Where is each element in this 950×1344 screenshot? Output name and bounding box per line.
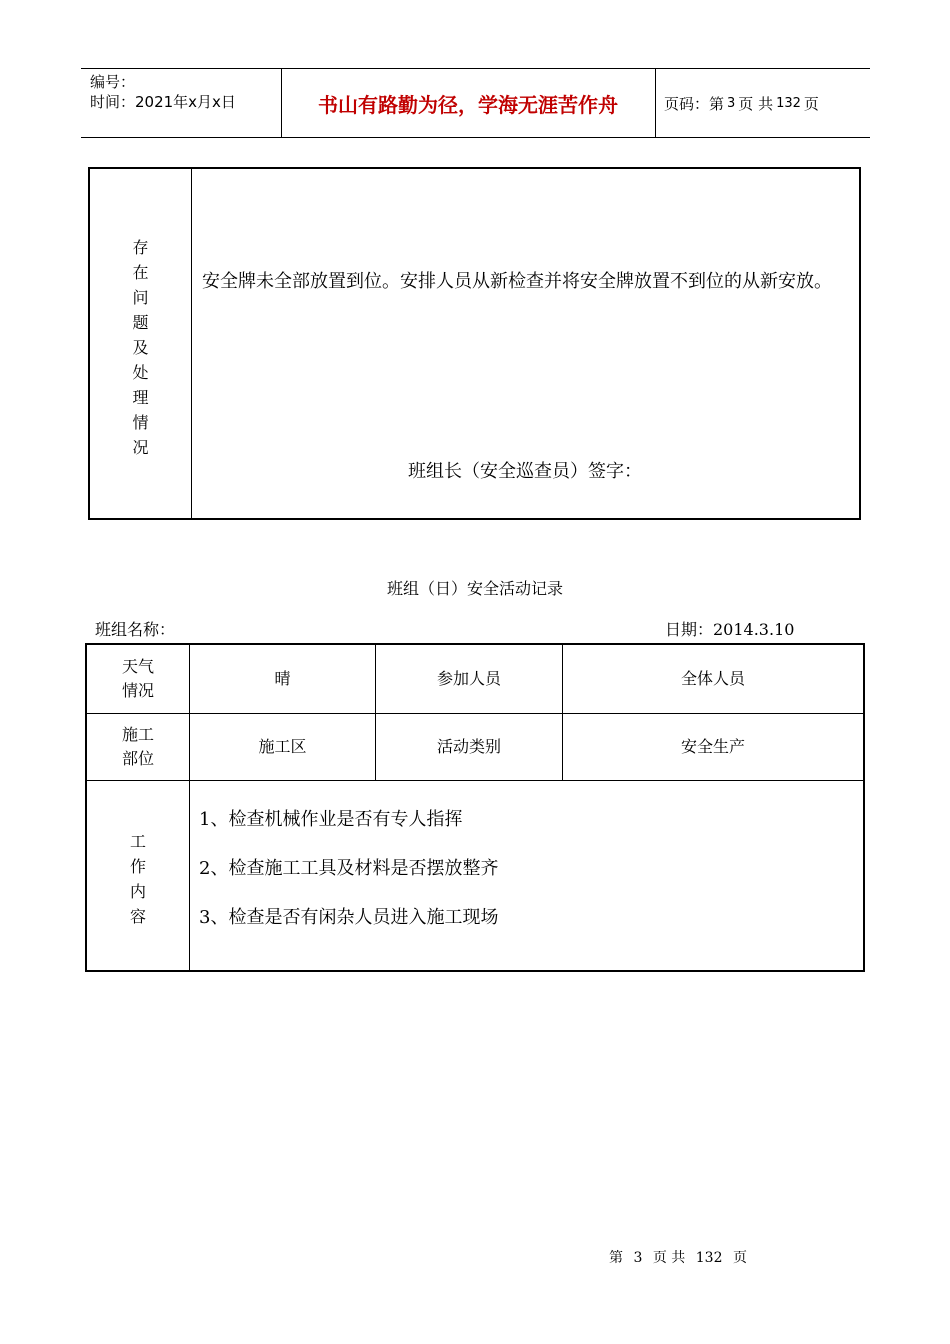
participants-label: 参加人员: [436, 669, 501, 688]
issue-label: [90, 235, 191, 460]
signature-line: 班组长（安全巡查员）签字：: [408, 461, 642, 482]
issue-label-char: 理: [132, 388, 149, 407]
issue-label-char: 情: [132, 413, 149, 432]
work-item: 1、检查机械作业是否有专人指挥: [199, 809, 463, 830]
issue-label-char: 问: [132, 288, 149, 307]
activity-type-label: 活动类别: [436, 737, 501, 756]
header-meta: [90, 72, 236, 112]
record-title: 班组（日）安全活动记录: [386, 579, 563, 598]
footer-prefix: 第: [609, 1250, 624, 1266]
work-label-char: 内: [129, 882, 146, 901]
issue-text: 安全牌未全部放置到位。安排人员从新检查并将安全牌放置不到位的从新安放。: [202, 271, 832, 292]
header-motto: 书山有路勤为径，学海无涯苦作舟: [318, 92, 618, 117]
team-name-label: 班组名称：: [95, 620, 176, 639]
record-table: [85, 643, 865, 972]
weather-value: 晴: [274, 669, 291, 688]
issue-label-char: 题: [132, 313, 149, 332]
time-label: 时间：2021年x月x日: [90, 93, 236, 111]
row-divider: [87, 780, 863, 781]
work-content-label: [87, 829, 189, 929]
footer-mid: 页 共: [652, 1250, 686, 1266]
work-label-char: 容: [129, 907, 146, 926]
footer-suffix: 页: [732, 1250, 747, 1266]
date-label: 日期：2014.3.10: [665, 620, 795, 639]
work-item: 2、检查施工工具及材料是否摆放整齐: [199, 858, 499, 879]
location-value: 施工区: [258, 737, 307, 756]
page-total: 132: [776, 95, 801, 111]
weather-label: 天气 情况: [121, 657, 154, 700]
issue-label-char: 处: [132, 363, 149, 382]
footer-page: 3: [633, 1250, 643, 1266]
footer-total: 132: [695, 1250, 723, 1266]
page-number: 3: [727, 95, 736, 111]
issue-label-char: 况: [132, 438, 149, 457]
page-prefix: 页码：第: [664, 94, 725, 113]
header-divider: [655, 69, 656, 137]
document-header: [81, 68, 870, 138]
issue-box: [88, 167, 861, 520]
work-label-char: 工: [129, 832, 146, 851]
work-content-list: [199, 795, 498, 942]
page-suffix: 页: [803, 94, 819, 113]
header-page-info: [664, 69, 819, 137]
work-label-char: 作: [129, 857, 146, 876]
participants-value: 全体人员: [680, 669, 745, 688]
work-item: 3、检查是否有闲杂人员进入施工现场: [199, 907, 499, 928]
location-label: 施工 部位: [121, 725, 154, 768]
issue-label-char: 存: [132, 238, 149, 257]
activity-type-value: 安全生产: [680, 737, 745, 756]
page-footer: [0, 1247, 950, 1267]
issue-label-char: 在: [132, 263, 149, 282]
page-mid: 页 共: [738, 94, 774, 113]
code-label: 编号：: [90, 73, 136, 91]
issue-label-char: 及: [132, 338, 149, 357]
